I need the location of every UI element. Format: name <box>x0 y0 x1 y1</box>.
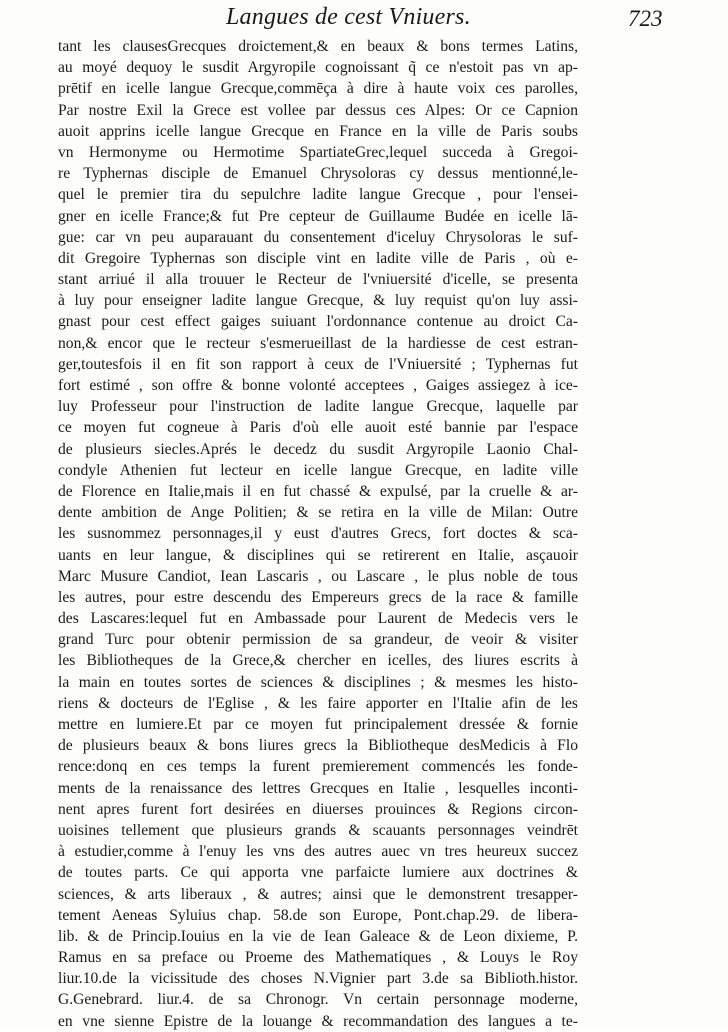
text-line: riens & docteurs de l'Eglise , & les faire apporter en l'Italie afin de les <box>58 694 578 712</box>
text-line: tement Aeneas Syluius chap. 58.de son Europe, Pont.chap.29. de libera- <box>58 906 578 924</box>
text-line: la main en toutes sortes de sciences & disciplines ; & mesmes les histo- <box>58 673 578 691</box>
text-line: de Florence en Italie,mais il en fut chassé & expulsé, par la cruelle & ar- <box>58 482 578 500</box>
text-line: non,& encor que le recteur s'esmerueillast de la hardiesse de cest estran- <box>58 334 578 352</box>
page-number: 723 <box>628 6 663 31</box>
text-line: uoisines tellement que plusieurs grands & scauants personnages veindrēt <box>58 821 578 839</box>
text-line: gnast pour cest effect gaiges suiuant l'ordonnance contenue au droict Ca- <box>58 313 578 331</box>
text-line: de plusieurs beaux & bons liures grecs la Bibliotheque desMedicis à Flo <box>58 737 578 755</box>
running-head: Langues de cest Vniuers. <box>226 4 471 30</box>
text-line: nent apres furent fort desirées en diuerses prouinces & Regions circon- <box>58 800 578 818</box>
text-line: re Typhernas disciple de Emanuel Chrysoloras cy dessus mentionné,le- <box>58 165 578 183</box>
text-line: Ramus en sa preface ou Proeme des Mathematiques , & Louys le Roy <box>58 949 578 967</box>
text-line: au moyé dequoy le susdit Argyropile cognoissant q̃ ce n'estoit pas vn ap- <box>58 59 578 77</box>
text-line: dente ambition de Ange Politien; & se retira en la ville de Milan: Outre <box>58 504 578 522</box>
text-line: à luy pour enseigner ladite langue Grecque, & luy requist qu'on luy assi- <box>58 292 578 310</box>
text-line: tant les clausesGrecques droictement,& en beaux & bons termes Latins, <box>58 38 578 55</box>
text-line: les Bibliotheques de la Grece,& chercher en icelles, des liures escrits à <box>58 652 578 670</box>
text-line: fort estimé , son offre & bonne volonté acceptees , Gaiges assiegez à ice- <box>58 377 578 394</box>
text-line: Par nostre Exil la Grece est vollee par dessus ces Alpes: Or ce Capnion <box>58 101 578 119</box>
text-line: les autres, pour estre descendu des Empereurs grecs de la race & famille <box>58 588 578 606</box>
text-line: ger,toutesfois il en fit son rapport à ceux de l'Vniuersité ; Typhernas fut <box>58 355 578 373</box>
text-line: à estudier,comme à l'enuy les vns des autres auec vn tres heureux succez <box>58 843 578 861</box>
text-line: gue: car vn peu auparauant du consentement d'iceluy Chrysoloras le suf- <box>58 228 578 246</box>
text-line: liur.10.de la vicissitude des choses N.Vignier part 3.de sa Biblioth.histor. <box>58 970 578 988</box>
text-line: condyle Athenien fut lecteur en icelle langue Grecque, en ladite ville <box>58 461 578 479</box>
text-line: grand Turc pour obtenir permission de sa grandeur, de veoir & visiter <box>58 631 578 649</box>
text-line: auoit apprins icelle langue Grecque en France en la ville de Paris soubs <box>58 122 578 140</box>
text-line: en vne sienne Epistre de la louange & recommandation des langues a te- <box>58 1012 578 1030</box>
text-line: ce moyen fut cogneue à Paris d'où elle auoit esté bannie par l'espace <box>58 419 578 437</box>
page-header <box>0 4 728 34</box>
text-line: G.Genebrard. liur.4. de sa Chronogr. Vn certain personnage moderne, <box>58 991 578 1009</box>
text-line: prētif en icelle langue Grecque,commēça à dire à haute voix ces parolles, <box>58 80 578 98</box>
body-text <box>58 36 578 1032</box>
text-line: ments de la renaissance des lettres Grecques en Italie , lesquelles inconti- <box>58 779 578 797</box>
text-line: sciences, & arts liberaux , & autres; ainsi que le demonstrent tresapper- <box>58 885 578 903</box>
text-line: quel le premier tira du sepulchre ladite langue Grecque , pour l'ensei- <box>58 186 578 204</box>
text-line: rence:donq en ces temps la furent premierement commencés les fonde- <box>58 758 578 776</box>
text-line: Marc Musure Candiot, Iean Lascaris , ou Lascare , le plus noble de tous <box>58 567 578 585</box>
text-line: mettre en lumiere.Et par ce moyen fut principalement dressée & fornie <box>58 716 578 733</box>
text-line: gner en icelle France;& fut Pre cepteur de Guillaume Budée en icelle lā- <box>58 207 578 225</box>
text-line: lib. & de Princip.Iouius en la vie de Iean Galeace & de Leon dixieme, P. <box>58 927 578 945</box>
text-line: vn Hermonyme ou Hermotime SpartiateGrec,lequel succeda à Gregoi- <box>58 143 578 161</box>
text-line: stant arriué il alla trouuer le Recteur de l'vniuersité d'icelle, se presenta <box>58 271 578 289</box>
text-line: de plusieurs siecles.Aprés le decedz du susdit Argyropile Laonio Chal- <box>58 440 578 458</box>
text-line: les susnommez personnages,il y eust d'autres Grecs, fort doctes & sca- <box>58 525 578 543</box>
text-line: dit Gregoire Typhernas son disciple vint en ladite ville de Paris , où e- <box>58 249 578 267</box>
text-line: des Lascares:lequel fut en Ambassade pour Laurent de Medecis vers le <box>58 610 578 628</box>
text-line: uants en leur langue, & disciplines qui se retirerent en Italie, asçauoir <box>58 546 578 564</box>
text-line: de toutes parts. Ce qui apporta vne parfaicte lumiere aux doctrines & <box>58 864 578 882</box>
text-line: luy Professeur pour l'instruction de ladite langue Grecque, laquelle par <box>58 398 578 416</box>
